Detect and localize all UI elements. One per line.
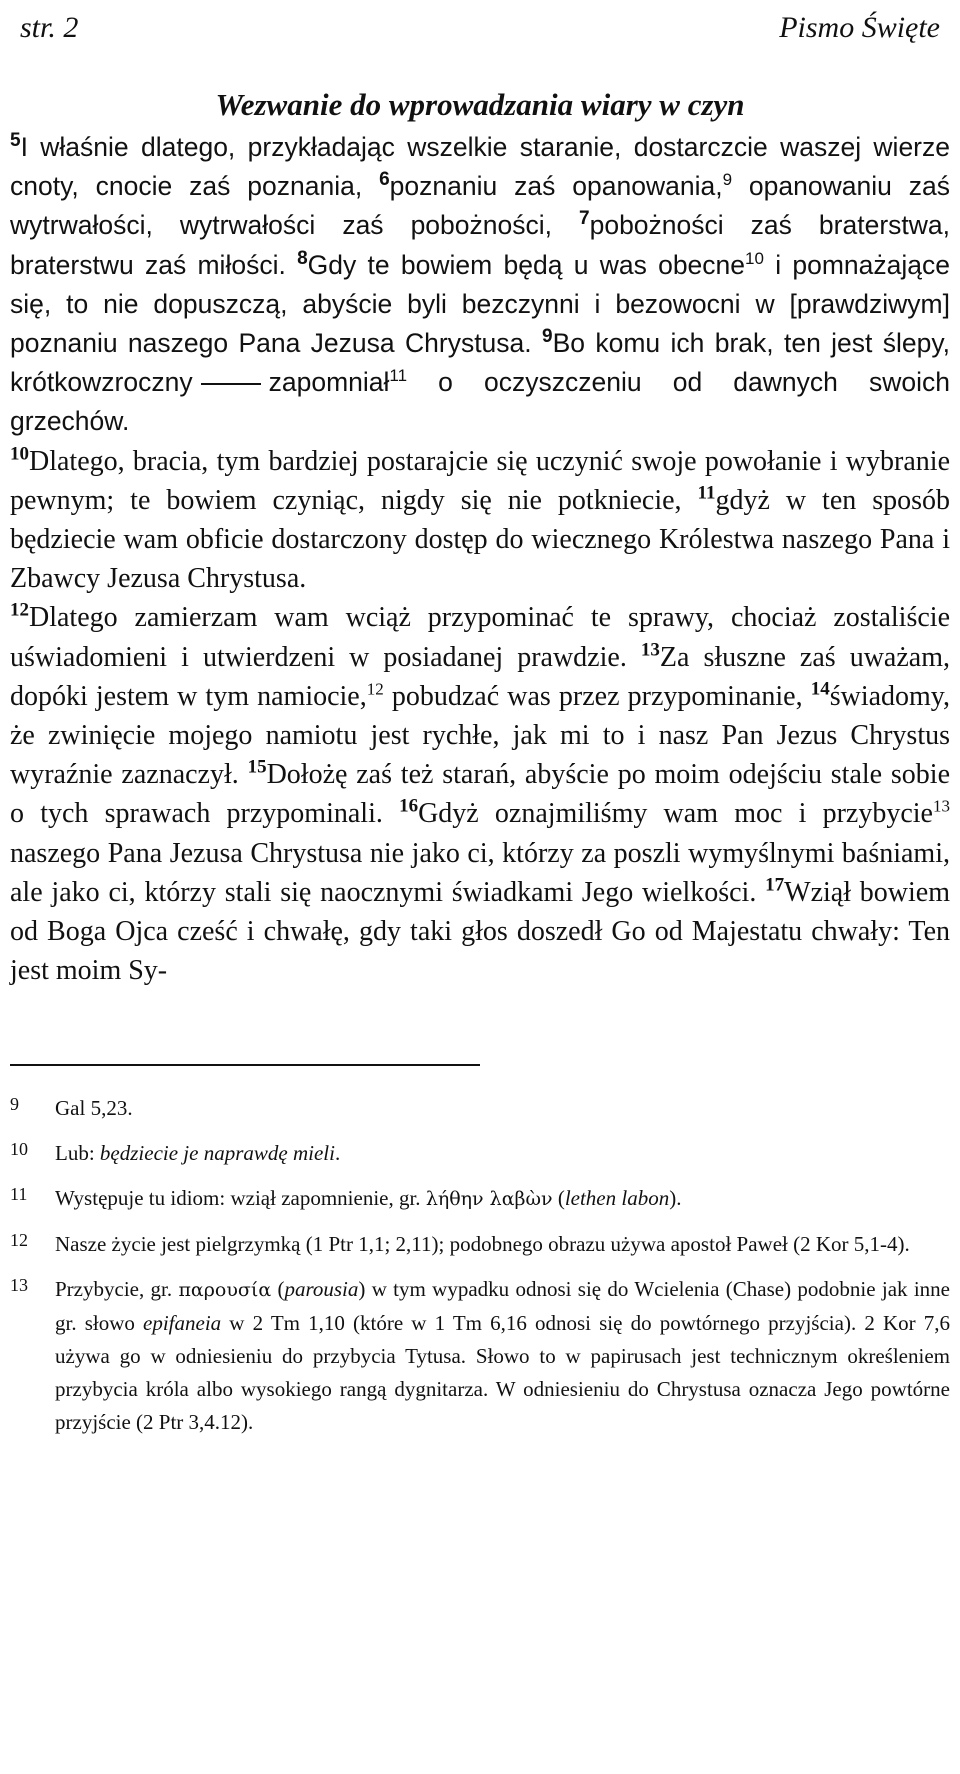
- footnote-13: [10, 1273, 950, 1439]
- verse-text: Gdyż oznajmiliśmy wam moc i przybycie: [418, 798, 933, 830]
- footnote-divider: [10, 1064, 480, 1066]
- verse-text: pobudzać was przez przypominanie,: [383, 680, 811, 712]
- verse-text: pobożności zaś braterstwa, braterstwu zaś miłości.: [10, 210, 951, 280]
- verse-text: opanowaniu zaś wytrwałości, wytrwałości zaś pobożności,: [10, 171, 950, 241]
- verse-number: 12: [10, 600, 29, 622]
- footnote-italic: epifaneia: [143, 1311, 222, 1336]
- footnote-number: 9: [10, 1094, 19, 1115]
- page-header: [10, 0, 950, 60]
- verse-number: 16: [399, 796, 419, 818]
- verse-number: 9: [542, 326, 553, 348]
- verse-number: 7: [579, 208, 590, 230]
- footnote-italic: parousia: [284, 1277, 359, 1302]
- book-title: Pismo Święte: [779, 11, 940, 44]
- footnote-number: 10: [10, 1139, 28, 1160]
- paragraph-2: [10, 442, 950, 599]
- verse-number: 6: [379, 169, 390, 191]
- verse-text: poznaniu zaś opanowania,: [389, 171, 723, 202]
- em-dash: [201, 383, 261, 385]
- footnote-9: [10, 1092, 950, 1125]
- footnotes: [10, 1092, 950, 1439]
- footnote-text-part: ).: [669, 1186, 682, 1211]
- footnote-text-part: (: [271, 1277, 285, 1302]
- verse-text: o oczyszczeniu od dawnych swoich grzechów.: [10, 367, 950, 437]
- footnote-text-part: ) w tym wypadku odnosi się do Wcielenia (Chase) podobnie jak inne gr. słowo: [55, 1277, 950, 1336]
- verse-text: Bo komu ich brak, ten jest ślepy, krótkowzroczny: [10, 328, 950, 398]
- footnote-number: 13: [10, 1275, 28, 1296]
- footnote-text-part: Występuje tu idiom: wziął zapomnienie, gr.: [55, 1186, 426, 1211]
- verse-number: 5: [10, 130, 21, 152]
- verse-text: i pomnażające się, to nie dopuszczą, abyście byli bezczynni i bezowocni w [prawdziwym] poznaniu naszego Pana Jezusa Chrystusa.: [10, 249, 950, 359]
- page-number: str. 2: [20, 11, 79, 44]
- footnote-text: Gal 5,23.: [55, 1096, 133, 1121]
- footnote-text: Lub: będziecie je naprawdę mieli.: [55, 1141, 341, 1166]
- section-title: Wezwanie do wprowadzania wiary w czyn: [215, 87, 745, 122]
- footnote-text: [55, 1182, 950, 1216]
- verse-text: naszego Pana Jezusa Chrystusa nie jako ci, którzy za poszli wymyślnymi baśniami, ale jako ci, którzy stali się naocznymi świadkami Jego wielkości.: [10, 837, 950, 908]
- verse-text: Dlatego, bracia, tym bardziej postarajcie się uczynić swoje powołanie i wybranie pewnym; te bowiem czyniąc, nigdy się nie potkniecie,: [10, 445, 950, 516]
- verse-text: Dołożę zaś też starań, abyście po moim odejściu stale sobie o tych sprawach przypominali.: [10, 759, 950, 830]
- footnote-text-part: (: [552, 1186, 565, 1211]
- footnote-text-part: w 2 Tm 1,10 (które w 1 Tm 6,16 odnosi się do powtórnego przyjścia). 2 Kor 7,6 używa go w odniesieniu do przybycia Tytusa. Słowo to w papirusach jest technicznym określeniem przybycia króla albo wysokiego rangą dygnitarza. W odniesieniu do Chrystusa oznacza Jego powtórne przyjście (2 Ptr 3,4.12).: [55, 1311, 950, 1435]
- verse-text: Gdy te bowiem będą u was obecne: [307, 249, 746, 280]
- greek-word: λήθην λαβὼν: [425, 1188, 553, 1211]
- footnote-ref[interactable]: 10: [745, 248, 764, 268]
- verse-number: 13: [640, 639, 660, 661]
- verse-text: świadomy, że zwinięcie mojego namiotu jest rychłe, jak mi to i nasz Pan Jezus Chrystus wyraźnie zaznaczył.: [10, 680, 950, 791]
- footnote-text-part: Lub:: [55, 1141, 100, 1166]
- verse-number: 14: [810, 678, 830, 700]
- verse-text: Dlatego zamierzam wam wciąż przypominać te sprawy, chociaż zostaliście uświadomieni i utwierdzeni w posiadanej prawdzie.: [10, 602, 950, 673]
- verse-text: Wziął bowiem od Boga Ojca cześć i chwałę, gdy taki głos doszedł Go od Majestatu chwały: Ten jest moim Sy-: [10, 876, 950, 987]
- footnote-number: 12: [10, 1230, 28, 1251]
- footnote-ref[interactable]: 11: [389, 366, 408, 386]
- footnote-11: [10, 1182, 950, 1216]
- footnote-10: [10, 1137, 950, 1170]
- verse-number: 15: [247, 756, 267, 778]
- verse-number: 11: [697, 482, 716, 504]
- footnote-12: [10, 1228, 950, 1261]
- verse-text: Za słuszne zaś uważam, dopóki jestem w tym namiocie,: [10, 641, 950, 712]
- verse-number: 10: [10, 443, 29, 465]
- verse-text: zapomniał: [268, 367, 390, 398]
- greek-word: παρουσία: [178, 1279, 272, 1302]
- footnote-number: 11: [10, 1184, 28, 1205]
- footnote-text-part: Przybycie, gr.: [55, 1277, 179, 1302]
- verse-text: gdyż w ten sposób będziecie wam obficie dostarczony dostęp do wiecznego Królestwa naszego Pana i Zbawcy Jezusa Chrystusa.: [10, 484, 950, 595]
- footnote-ref[interactable]: 9: [722, 170, 733, 190]
- footnote-ref[interactable]: 13: [932, 797, 950, 817]
- footnote-italic: lethen labon: [564, 1186, 670, 1211]
- footnote-text: [55, 1273, 950, 1439]
- paragraph-3: [10, 598, 950, 990]
- paragraph-1: [10, 128, 950, 442]
- verse-text: I właśnie dlatego, przykładając wszelkie staranie, dostarczcie waszej wierze cnoty, cnocie zaś poznania,: [10, 132, 950, 202]
- footnote-italic: będziecie je naprawdę mieli: [99, 1141, 335, 1166]
- footnote-ref[interactable]: 12: [366, 679, 384, 699]
- footnote-text: Nasze życie jest pielgrzymką (1 Ptr 1,1; 2,11); podobnego obrazu używa apostoł Paweł (2 Kor 5,1-4).: [55, 1232, 910, 1257]
- verse-number: 17: [765, 874, 785, 896]
- verse-number: 8: [297, 247, 308, 269]
